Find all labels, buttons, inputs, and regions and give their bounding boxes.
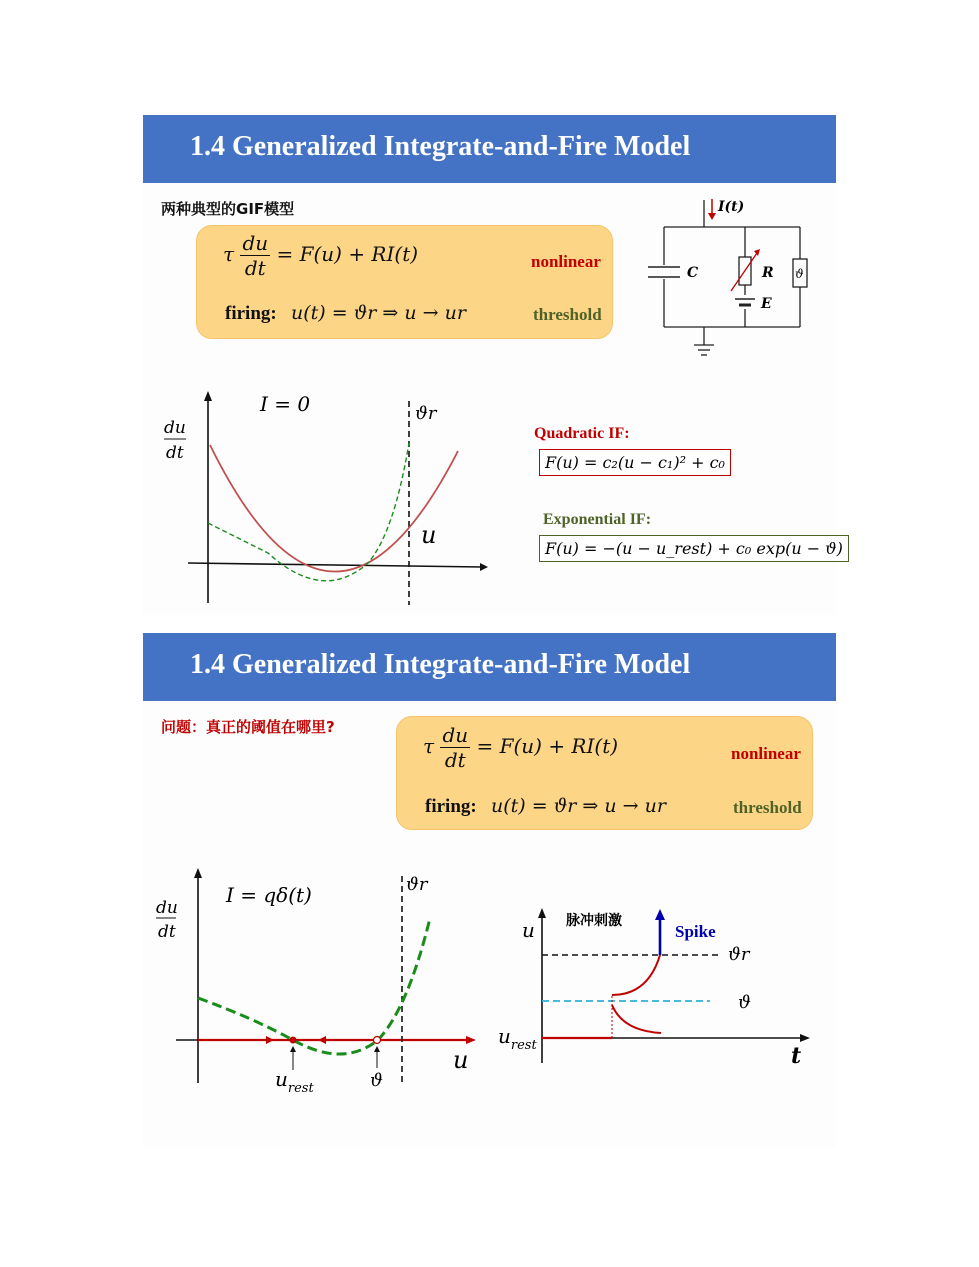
time-x-label: t: [791, 1043, 802, 1069]
x-axis-label-2: u: [453, 1046, 469, 1074]
circuit-diagram: [638, 195, 828, 365]
rest-fixed-point: [290, 1037, 297, 1044]
slide-1: [143, 115, 843, 615]
ylabel-den: dt: [166, 443, 184, 463]
exponential-title: Exponential IF:: [543, 511, 652, 528]
threshold-tag-2: threshold: [733, 798, 802, 817]
urest-label: $u_{rest}$: [275, 1067, 314, 1096]
main-equation-rhs-2: = F(u) + RI(t): [476, 734, 619, 758]
quadratic-title: Quadratic IF:: [534, 425, 630, 442]
du-dt-fraction-2: [440, 723, 470, 772]
slide-2-title: 1.4 Generalized Integrate-and-Fire Model: [190, 649, 691, 680]
capacitor-symbol: [648, 265, 680, 279]
theta-r-label: ϑr: [728, 944, 750, 965]
main-equation-rhs: = F(u) + RI(t): [276, 242, 419, 266]
main-equation: [223, 231, 418, 280]
capacitor-label: C: [687, 265, 699, 281]
slide-2-question: 问题：真正的阈值在哪里?: [161, 718, 335, 736]
resistor-label: R: [762, 265, 774, 281]
slide-2: [143, 633, 836, 1148]
condition-label: I = 0: [260, 392, 311, 416]
time-plot: [498, 903, 828, 1078]
current-arrow: [708, 199, 716, 220]
threshold-element-label: ϑ: [795, 267, 804, 281]
theta-label: ϑ: [370, 1070, 383, 1091]
ylabel-num: du: [164, 418, 186, 438]
ground-symbol: [694, 345, 714, 355]
exponential-curve: [208, 443, 409, 581]
ylabel-den-2: dt: [158, 922, 176, 942]
threshold-label-2: ϑr: [406, 874, 428, 895]
slide-1-title: 1.4 Generalized Integrate-and-Fire Model: [190, 131, 691, 162]
ylabel-num-2: du: [156, 898, 178, 918]
dashed-curve: [198, 918, 430, 1054]
rising-trace: [612, 955, 660, 995]
quadratic-curve: [210, 445, 458, 572]
x-axis-label: u: [421, 521, 437, 549]
nonlinear-tag-2: nonlinear: [731, 744, 801, 763]
du-dt-fraction: [240, 231, 270, 280]
slide-1-banner: [143, 115, 836, 183]
slide-1-subtitle: 两种典型的GIF模型: [161, 200, 295, 218]
main-equation-2: [423, 723, 618, 772]
battery-symbol: [733, 295, 757, 309]
tau-symbol-2: τ: [423, 734, 435, 758]
firing-equation-2: u(t) = ϑr ⇒ u → ur: [491, 795, 666, 817]
nonlinear-tag: nonlinear: [531, 252, 601, 271]
frac-num-2: du: [442, 723, 469, 747]
exponential-formula: F(u) = −(u − u_rest) + c₀ exp(u − ϑ): [539, 535, 849, 562]
threshold-tag: threshold: [533, 305, 602, 324]
decaying-trace: [612, 1005, 661, 1033]
stim-label: 脉冲刺激: [566, 913, 622, 929]
flow-arrow-right: [266, 1036, 274, 1044]
spike-label: Spike: [675, 922, 716, 941]
firing-equation: u(t) = ϑr ⇒ u → ur: [291, 302, 466, 324]
slide-2-banner: [143, 633, 836, 701]
flow-arrow-left: [318, 1036, 326, 1044]
phase-plot-2: [148, 868, 488, 1103]
condition-label-2: I = qδ(t): [226, 883, 312, 907]
theta-label-2: ϑ: [738, 992, 751, 1013]
quadratic-formula: F(u) = c₂(u − c₁)² + c₀: [539, 449, 731, 476]
firing-label: firing:: [225, 303, 277, 324]
time-y-label: u: [522, 918, 535, 942]
frac-den-2: dt: [444, 748, 466, 772]
threshold-fixed-point: [374, 1037, 381, 1044]
circuit-current-label: I(t): [718, 199, 745, 215]
firing-label-2: firing:: [425, 796, 477, 817]
x-axis: [188, 563, 483, 567]
frac-num: du: [242, 231, 269, 255]
battery-label: E: [761, 296, 772, 312]
threshold-label: ϑr: [415, 403, 437, 424]
time-urest-label: $u_{rest}$: [498, 1024, 537, 1053]
tau-symbol: τ: [223, 242, 235, 266]
frac-den: dt: [244, 256, 266, 280]
phase-plot-1: [158, 383, 498, 608]
